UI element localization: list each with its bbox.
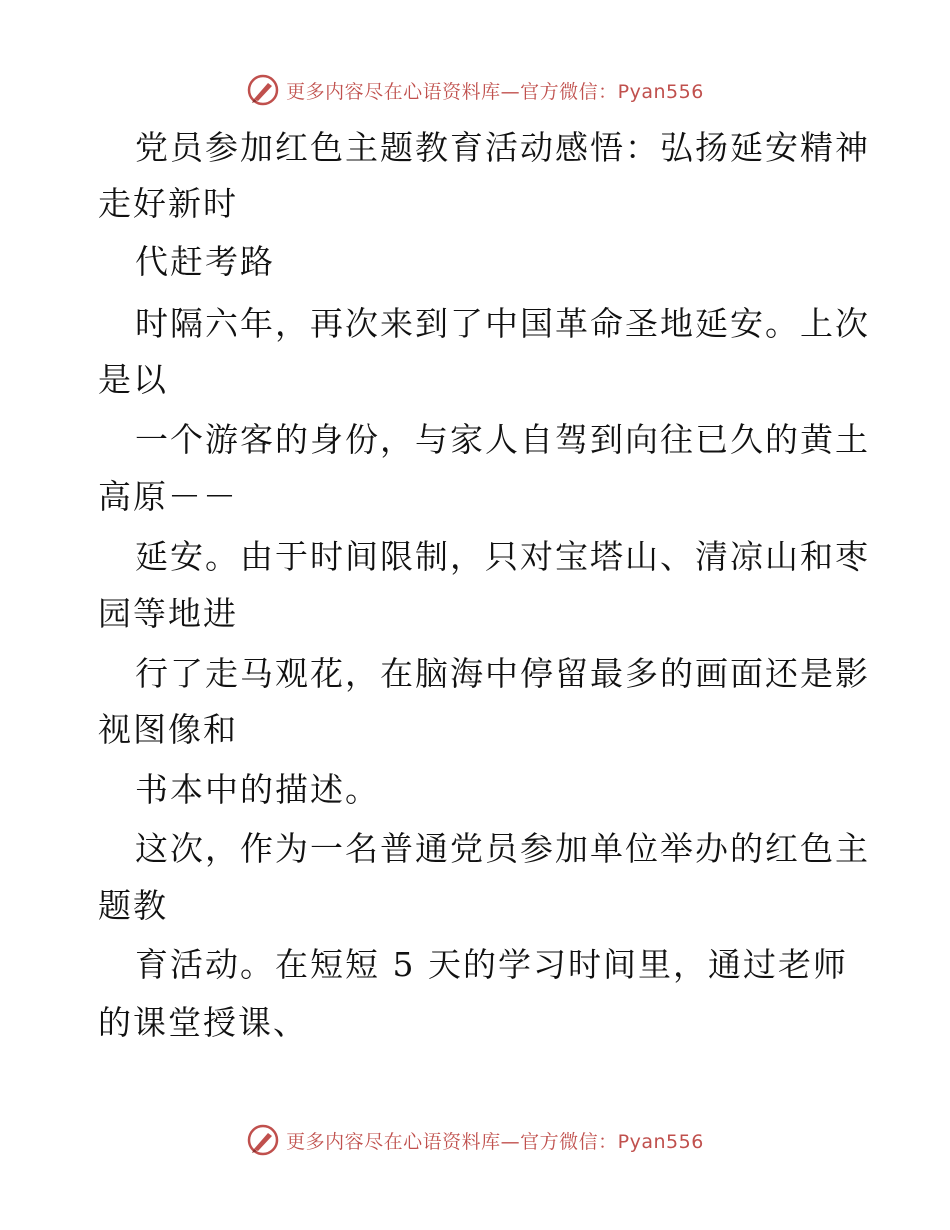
text-line: 代赶考路 [135,242,275,281]
text-line: 题教 [98,886,168,925]
text-line: 的课堂授课、 [98,1003,308,1042]
text-line: 书本中的描述。 [135,770,380,809]
text-line: 高原－－ [98,477,238,516]
text-line: 视图像和 [98,710,238,749]
text-line: 这次，作为一名普通党员参加单位举办的红色主 [135,829,870,868]
text-line: 是以 [98,360,168,399]
watermark-text: 更多内容尽在心语资料库—官方微信：Pyan556 [286,80,704,103]
text-line: 园等地进 [98,594,238,633]
text-line: 时隔六年，再次来到了中国革命圣地延安。上次 [135,304,870,343]
pen-logo-icon [246,1123,280,1157]
watermark-text: 更多内容尽在心语资料库—官方微信：Pyan556 [286,1130,704,1153]
text-line: 延安。由于时间限制，只对宝塔山、清凉山和枣 [135,537,870,576]
text-line: 育活动。在短短 5 天的学习时间里，通过老师 [135,945,848,984]
header-watermark [0,70,950,110]
footer-watermark [0,1120,950,1160]
pen-logo-icon [246,73,280,107]
text-line: 一个游客的身份，与家人自驾到向往已久的黄土 [135,420,870,459]
text-line: 党员参加红色主题教育活动感悟：弘扬延安精神 [135,128,870,167]
text-line: 走好新时 [98,184,238,223]
text-line: 行了走马观花，在脑海中停留最多的画面还是影 [135,654,870,693]
